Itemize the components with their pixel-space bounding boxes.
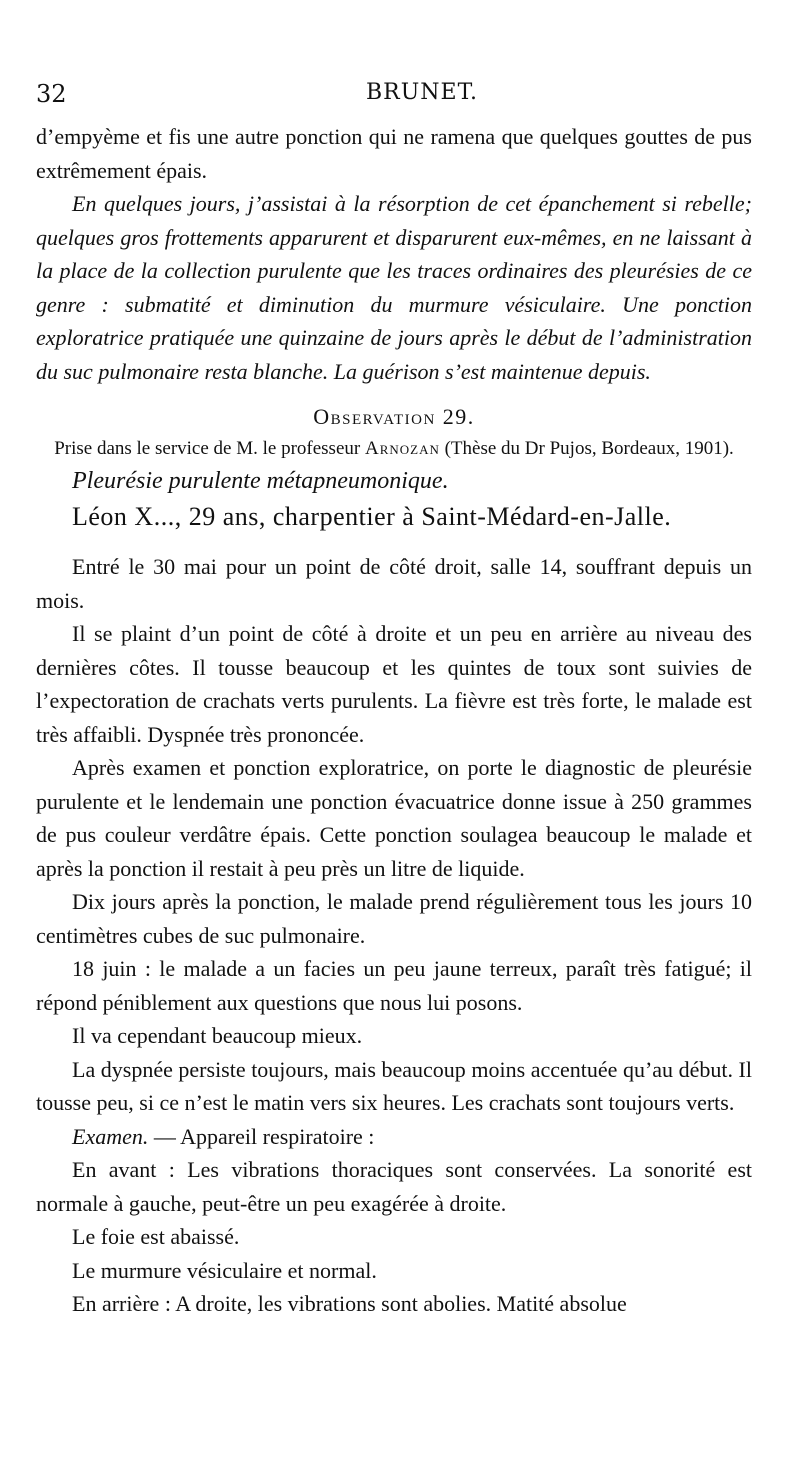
spacer — [36, 536, 752, 550]
observation-source — [36, 434, 752, 464]
exam-heading — [36, 1120, 752, 1154]
paragraph: La dyspnée persiste toujours, mais beaucoup moins accentuée qu’au début. Il tousse peu, si ce n’est le matin vers six heures. Les crachats sont toujours verts. — [36, 1056, 752, 1115]
page-body — [36, 120, 752, 1321]
exam-rest: — Appareil respiratoire : — [148, 1123, 375, 1149]
page-number: 32 — [36, 80, 67, 108]
paragraph: Après examen et ponction exploratrice, on porte le diagnostic de pleurésie purulente et le lendemain une ponction évacuatrice donne issue à 250 grammes de pus couleur verdâtre épais. Cette ponction soulagea beaucoup le malade et après la ponction il restait à peu près un litre de liquide. — [36, 755, 752, 881]
diagnosis: Pleurésie purulente métapneumonique. — [72, 468, 449, 494]
paragraph: Le murmure vésiculaire et normal. — [72, 1257, 377, 1283]
paragraph: Dix jours après la ponction, le malade prend régulièrement tous les jours 10 centimètres cubes de suc pulmonaire. — [36, 889, 752, 948]
paragraph: 18 juin : le malade a un facies un peu jaune terreux, paraît très fatigué; il répond péniblement aux questions que nous lui posons. — [36, 956, 752, 1015]
italic-paragraph: En quelques jours, j’assistai à la résorption de cet épanchement si rebelle; quelques gros frottements apparurent et disparurent eux-mêmes, en ne laissant à la place de la collection purulente que les traces ordinaires des pleurésies de ce genre : submatité et diminution du murmure vésiculaire. Une ponction exploratrice pratiquée une quinzaine de jours après le début de l’administration du suc pulmonaire resta blanche. La guérison s’est maintenue depuis. — [36, 191, 752, 384]
paragraph: Il va cependant beaucoup mieux. — [72, 1023, 363, 1048]
patient-line: Léon X..., 29 ans, charpentier à Saint-Médard-en-Jalle. — [72, 502, 672, 531]
paragraph: Il se plaint d’un point de côté à droite et un peu en arrière au niveau des dernières côtes. Il tousse beaucoup et les quintes de toux sont suivies de l’expectoration de crachats verts purulents. La fièvre est très forte, le malade est très affaibli. Dyspnée très prononcée. — [36, 621, 752, 747]
paragraph: En avant : Les vibrations thoraciques sont conservées. La sonorité est normale à gauche, peut-être un peu exagérée à droite. — [36, 1157, 752, 1216]
observation-title: Observation 29. — [313, 404, 475, 429]
paragraph: Entré le 30 mai pour un point de côté droit, salle 14, souffrant depuis un mois. — [36, 554, 752, 613]
paragraph: Le foie est abaissé. — [72, 1224, 240, 1249]
paragraph: En arrière : A droite, les vibrations sont abolies. Matité absolue — [72, 1291, 627, 1316]
running-title: BRUNET. — [366, 80, 479, 105]
continuation-paragraph: d’empyème et fis une autre ponction qui ne ramena que quelques gouttes de pus extrêmement épais. — [36, 124, 752, 183]
exam-label: Examen. — [72, 1123, 149, 1149]
source-suffix: (Thèse du Dr Pujos, Bordeaux, 1901). — [444, 438, 734, 459]
page-header — [36, 80, 752, 110]
source-name: Arnozan — [364, 438, 440, 459]
source-prefix: Prise dans le service de M. le professeur — [54, 438, 361, 459]
